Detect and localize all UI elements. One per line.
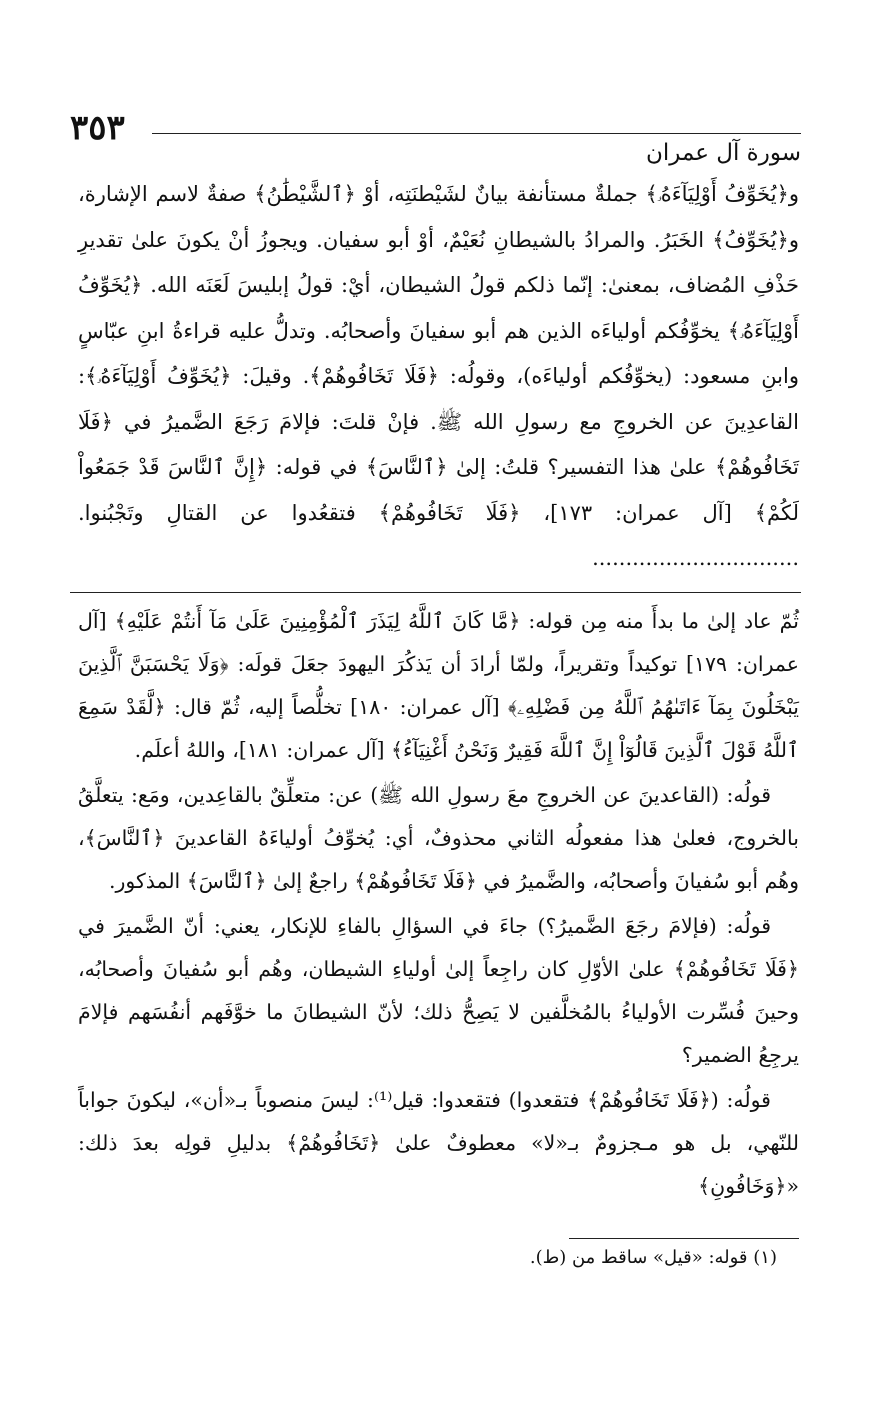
page-header bbox=[70, 108, 801, 168]
surah-title: سورة آل عمران bbox=[645, 140, 801, 166]
header-rule bbox=[152, 133, 801, 134]
commentary-paragraph: و﴿يُخَوِّفُ أَوْلِيَآءَهُۥ﴾ جملةٌ مستأنفة بيانٌ لشَيْطنَتِه، أوْ ﴿ٱلشَّيْطَٰنُ﴾ صفةٌ لاسم الإشارة، و﴿يُخَوِّفُ﴾ الخَبَرُ. والمرادُ بالشيطانِ نُعَيْمٌ، أوْ أبو سفيان. ويجوزُ أنْ يكونَ علىٰ تقديرِ حَذْفِ المُضاف، بمعنىٰ: إنّما ذلكم قولُ الشيطان، أيْ: قولُ إبليسَ لَعَنَه الله. ﴿يُخَوِّفُ أَوْلِيَآءَهُۥ﴾ يخوِّفُكم أولياءَه الذين هم أبو سفيانَ وأصحابُه. وتدلُّ عليه قراءةُ ابنِ عبّاسٍ وابنِ مسعود: (يخوِّفُكم أولياءَه)، وقولُه: ﴿فَلَا تَخَافُوهُمْ﴾. وقيلَ: ﴿يُخَوِّفُ أَوْلِيَآءَهُۥ﴾: القاعدِينَ عن الخروجِ مع رسولِ الله ﷺ. فإنْ قلتَ: فإلامَ رَجَعَ الضَّميرُ في ﴿فَلَا تَخَافُوهُمْ﴾ علىٰ هذا التفسير؟ قلتُ: إلىٰ ﴿ٱلنَّاسَ﴾ في قوله: ﴿إِنَّ ٱلنَّاسَ قَدْ جَمَعُواْ لَكُمْ﴾ [آل عمران: ١٧٣]، ﴿فَلَا تَخَافُوهُمْ﴾ فتقعُدوا عن القتالِ وتَجْبُنوا. ............................... bbox=[78, 182, 799, 570]
footnote-rule bbox=[569, 1238, 799, 1239]
gloss-paragraph: قولُه: (القاعدينَ عن الخروجِ معَ رسولِ الله ﷺ) عن: متعلِّقٌ بالقاعِدين، ومَع: يتعلَّقُ بالخروج، فعلىٰ هذا مفعولُه الثاني محذوفٌ، أي: يُخوِّفُ أولياءَهُ القاعدينَ ﴿ٱلنَّاسَ﴾، وهُم أبو سُفيانَ وأصحابُه، والضَّميرُ في ﴿فَلَا تَخَافُوهُمْ﴾ راجعٌ إلىٰ ﴿ٱلنَّاسَ﴾ المذكور. bbox=[78, 783, 799, 893]
gloss-paragraph: قولُه: (فإلامَ رجَعَ الضَّميرُ؟) جاءَ في السؤالِ بالفاءِ للإنكار، يعني: أنّ الضَّميرَ في ﴿فَلَا تَخَافُوهُمْ﴾ علىٰ الأوّلِ كان راجِعاً إلىٰ أولياءِ الشيطان، وهُم أبو سُفيانَ وأصحابُه، وحينَ فُسِّرت الأولياءُ بالمُخلَّفين لا يَصِحُّ ذلك؛ لأنّ الشيطانَ ما خوَّفَهم أنفُسَهم فإلامَ يرجِعُ الضمير؟ bbox=[78, 914, 799, 1067]
gloss-paragraph: ثُمّ عاد إلىٰ ما بدأَ منه مِن قوله: ﴿مَّا كَانَ ٱللَّهُ لِيَذَرَ ٱلْمُؤْمِنِينَ عَلَىٰ مَآ أَنتُمْ عَلَيْهِ﴾ [آل عمران: ١٧٩] توكيداً وتقريراً، ولمّا أرادَ أن يَذكُرَ اليهودَ جعَلَ قولَه: ﴿وَلَا يَحْسَبَنَّ ٱلَّذِينَ يَبْخَلُونَ بِمَآ ءَاتَىٰهُمُ ٱللَّهُ مِن فَضْلِهِۦ﴾ [آل عمران: ١٨٠] تخلُّصاً إليه، ثُمّ قال: ﴿لَّقَدْ سَمِعَ ٱللَّهُ قَوْلَ ٱلَّذِينَ قَالُوٓاْ إِنَّ ٱللَّهَ فَقِيرٌ وَنَحْنُ أَغْنِيَآءُ﴾ [آل عمران: ١٨١]، واللهُ أعلَم. bbox=[78, 609, 799, 762]
page-number: ٣٥٣ bbox=[70, 108, 125, 148]
gloss-paragraph: قولُه: (﴿فَلَا تَخَافُوهُمْ﴾ فتقعدوا) فتقعدوا: قيل⁽¹⁾: ليسَ منصوباً بـ«أن»، ليكونَ جواباً للنّهي، بل هو مـجزومٌ بـ«لا» معطوفٌ علىٰ ﴿تَخَافُوهُمْ﴾ بدليلِ قولِه بعدَ ذلك: «﴿وَخَافُونِ﴾ bbox=[78, 1088, 799, 1198]
commentary-text bbox=[78, 172, 799, 582]
gloss-text bbox=[78, 600, 799, 1210]
section-divider bbox=[70, 592, 801, 593]
footnote: (١) قوله: «قيل» ساقط من (ط). bbox=[529, 1247, 777, 1268]
